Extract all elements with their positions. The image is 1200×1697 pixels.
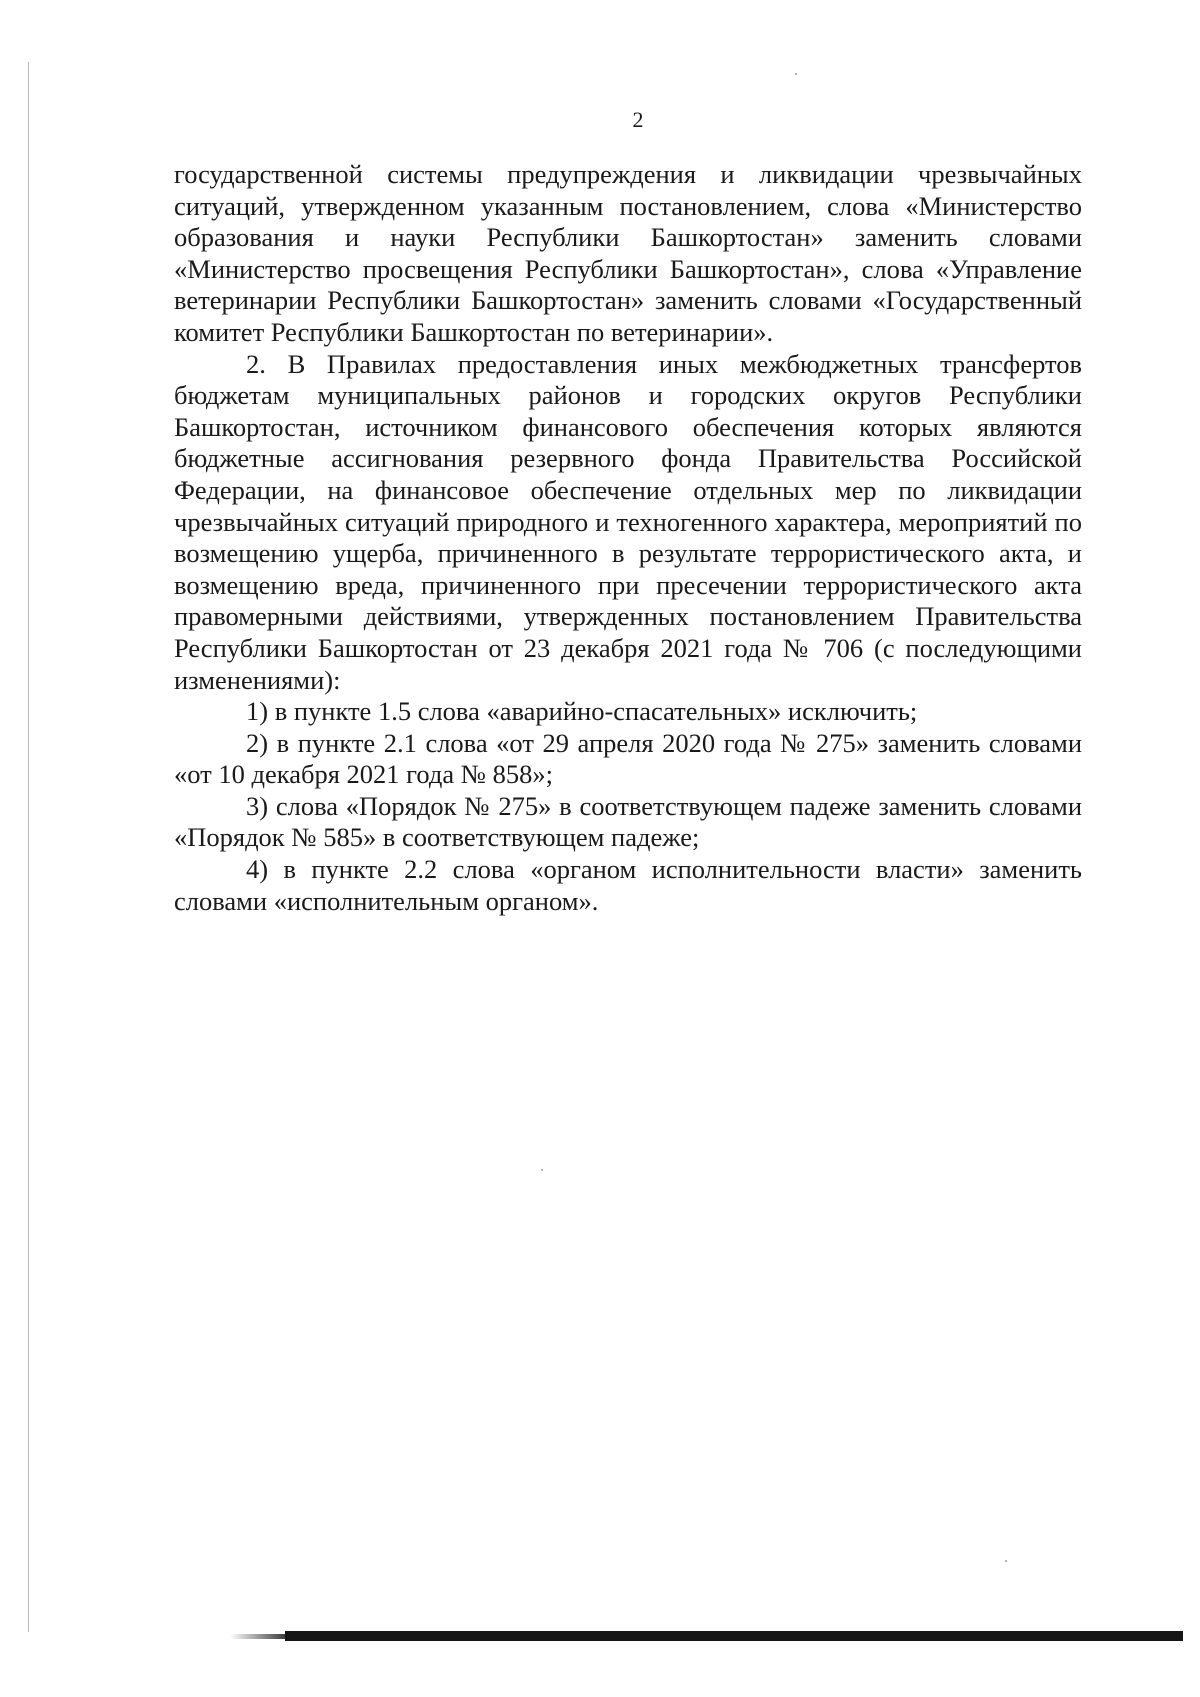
scan-bottom-bar xyxy=(285,1631,1183,1641)
paragraph-item-2: 2. В Правилах предоставления иных межбюджетных трансфертов бюджетам муниципальных районов и городских округов Республики Башкортостан, источником финансового обеспечения которых являются бюджетные ассигнования резервного фонда Правительства Российской Федерации, на финансовое обеспечение отдельных мер по ликвидации чрезвычайных ситуаций природного и техногенного характера, мероприятий по возмещению ущерба, причиненного в результате террористического акта, и возмещению вреда, причиненного при пресечении террористического акта правомерными действиями, утвержденных постановлением Правительства Республики Башкортостан от 23 декабря 2021 года № 706 (с последующими изменениями): xyxy=(174,348,1082,695)
paragraph-continuation: государственной системы предупреждения и ликвидации чрезвычайных ситуаций, утвержденном указанным постановлением, слова «Министерство образования и науки Республики Башкортостан» заменить словами «Министерство просвещения Республики Башкортостан», слова «Управление ветеринарии Республики Башкортостан» заменить словами «Государственный комитет Республики Башкортостан по ветеринарии». xyxy=(174,159,1082,347)
document-body xyxy=(174,159,1082,917)
subitem-4: 4) в пункте 2.2 слова «органом исполнительности власти» заменить словами «исполнительным органом». xyxy=(174,854,1082,916)
subitem-2: 2) в пункте 2.1 слова «от 29 апреля 2020 года № 275» заменить словами «от 10 декабря 2021 года № 858»; xyxy=(174,727,1082,790)
scan-speck xyxy=(1005,1560,1007,1562)
subitem-3: 3) слова «Порядок № 275» в соответствующем падеже заменить словами «Порядок № 585» в соответствующем падеже; xyxy=(174,790,1082,853)
scan-speck xyxy=(795,73,797,75)
subitem-1: 1) в пункте 1.5 слова «аварийно-спасательных» исключить; xyxy=(246,696,918,727)
scan-left-edge xyxy=(28,62,29,1632)
scan-bottom-bar-fade xyxy=(230,1634,290,1639)
page-number: 2 xyxy=(632,107,644,132)
scan-speck xyxy=(541,1169,543,1171)
